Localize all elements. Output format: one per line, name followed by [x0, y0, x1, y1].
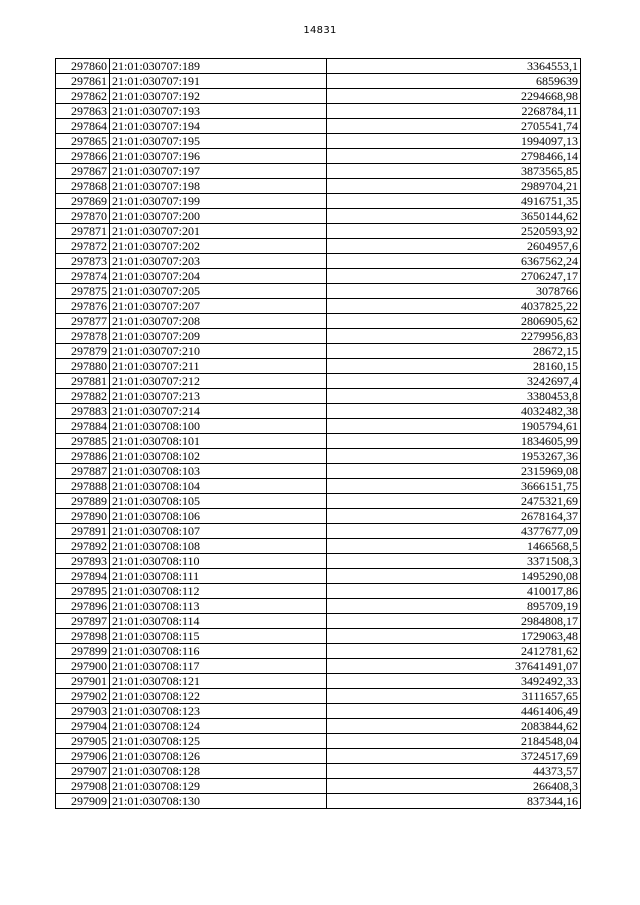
row-number-cell: 297892: [56, 539, 110, 554]
cadastral-value-cell: 895709,19: [327, 599, 581, 614]
row-number-cell: 297880: [56, 359, 110, 374]
cadastral-number-cell: 21:01:030708:112: [110, 584, 327, 599]
table-row: [56, 389, 581, 404]
cadastral-value-cell: 3380453,8: [327, 389, 581, 404]
table-row: [56, 104, 581, 119]
table-row: [56, 179, 581, 194]
row-number-cell: 297897: [56, 614, 110, 629]
cadastral-value-cell: 3242697,4: [327, 374, 581, 389]
row-number-cell: 297873: [56, 254, 110, 269]
row-number-cell: 297893: [56, 554, 110, 569]
row-number-cell: 297870: [56, 209, 110, 224]
cadastral-value-cell: 2279956,83: [327, 329, 581, 344]
table-row: [56, 284, 581, 299]
cadastral-number-cell: 21:01:030707:214: [110, 404, 327, 419]
cadastral-number-cell: 21:01:030707:213: [110, 389, 327, 404]
cadastral-number-cell: 21:01:030708:126: [110, 749, 327, 764]
cadastral-value-cell: 2083844,62: [327, 719, 581, 734]
cadastral-value-cell: 4037825,22: [327, 299, 581, 314]
table-row: [56, 404, 581, 419]
cadastral-number-cell: 21:01:030708:108: [110, 539, 327, 554]
cadastral-value-cell: 4032482,38: [327, 404, 581, 419]
cadastral-number-cell: 21:01:030708:114: [110, 614, 327, 629]
cadastral-value-cell: 2604957,6: [327, 239, 581, 254]
cadastral-number-cell: 21:01:030708:122: [110, 689, 327, 704]
cadastral-value-cell: 1994097,13: [327, 134, 581, 149]
row-number-cell: 297903: [56, 704, 110, 719]
cadastral-value-cell: 6367562,24: [327, 254, 581, 269]
cadastral-value-cell: 37641491,07: [327, 659, 581, 674]
row-number-cell: 297905: [56, 734, 110, 749]
cadastral-number-cell: 21:01:030707:201: [110, 224, 327, 239]
cadastral-value-cell: 3873565,85: [327, 164, 581, 179]
table-row: [56, 704, 581, 719]
row-number-cell: 297869: [56, 194, 110, 209]
cadastral-value-cell: 410017,86: [327, 584, 581, 599]
table-row: [56, 509, 581, 524]
cadastral-value-cell: 2315969,08: [327, 464, 581, 479]
row-number-cell: 297886: [56, 449, 110, 464]
cadastral-value-cell: 2520593,92: [327, 224, 581, 239]
cadastral-value-cell: 4916751,35: [327, 194, 581, 209]
cadastral-number-cell: 21:01:030708:107: [110, 524, 327, 539]
cadastral-number-cell: 21:01:030707:199: [110, 194, 327, 209]
row-number-cell: 297883: [56, 404, 110, 419]
cadastral-number-cell: 21:01:030708:130: [110, 794, 327, 809]
cadastral-value-cell: 28672,15: [327, 344, 581, 359]
row-number-cell: 297901: [56, 674, 110, 689]
table-row: [56, 719, 581, 734]
table-row: [56, 194, 581, 209]
table-row: [56, 689, 581, 704]
cadastral-value-cell: 2678164,37: [327, 509, 581, 524]
table-row: [56, 239, 581, 254]
cadastral-value-cell: 2989704,21: [327, 179, 581, 194]
cadastral-value-cell: 3724517,69: [327, 749, 581, 764]
cadastral-value-cell: 3650144,62: [327, 209, 581, 224]
cadastral-number-cell: 21:01:030708:103: [110, 464, 327, 479]
table-row: [56, 209, 581, 224]
table-row: [56, 794, 581, 809]
cadastral-number-cell: 21:01:030707:203: [110, 254, 327, 269]
table-row: [56, 659, 581, 674]
cadastral-number-cell: 21:01:030707:204: [110, 269, 327, 284]
cadastral-number-cell: 21:01:030707:195: [110, 134, 327, 149]
table-row: [56, 434, 581, 449]
row-number-cell: 297868: [56, 179, 110, 194]
cadastral-number-cell: 21:01:030707:192: [110, 89, 327, 104]
cadastral-number-cell: 21:01:030708:105: [110, 494, 327, 509]
cadastral-value-cell: 2184548,04: [327, 734, 581, 749]
table-row: [56, 524, 581, 539]
cadastral-number-cell: 21:01:030708:129: [110, 779, 327, 794]
cadastral-value-cell: 1466568,5: [327, 539, 581, 554]
row-number-cell: 297890: [56, 509, 110, 524]
cadastral-value-cell: 2268784,11: [327, 104, 581, 119]
cadastral-value-cell: 2706247,17: [327, 269, 581, 284]
table-row: [56, 674, 581, 689]
cadastral-number-cell: 21:01:030707:191: [110, 74, 327, 89]
table-row: [56, 134, 581, 149]
table-row: [56, 374, 581, 389]
table-row: [56, 554, 581, 569]
cadastral-number-cell: 21:01:030707:205: [110, 284, 327, 299]
row-number-cell: 297866: [56, 149, 110, 164]
row-number-cell: 297865: [56, 134, 110, 149]
cadastral-number-cell: 21:01:030708:124: [110, 719, 327, 734]
cadastral-number-cell: 21:01:030708:125: [110, 734, 327, 749]
cadastral-number-cell: 21:01:030707:193: [110, 104, 327, 119]
row-number-cell: 297863: [56, 104, 110, 119]
cadastral-number-cell: 21:01:030708:123: [110, 704, 327, 719]
cadastral-number-cell: 21:01:030708:113: [110, 599, 327, 614]
table-row: [56, 584, 581, 599]
table-row: [56, 464, 581, 479]
cadastral-number-cell: 21:01:030707:211: [110, 359, 327, 374]
table-row: [56, 539, 581, 554]
row-number-cell: 297860: [56, 59, 110, 74]
cadastral-value-cell: 1834605,99: [327, 434, 581, 449]
table-row: [56, 614, 581, 629]
cadastral-number-cell: 21:01:030707:197: [110, 164, 327, 179]
cadastral-number-cell: 21:01:030707:210: [110, 344, 327, 359]
row-number-cell: 297861: [56, 74, 110, 89]
table-row: [56, 749, 581, 764]
cadastral-value-cell: 837344,16: [327, 794, 581, 809]
table-row: [56, 314, 581, 329]
cadastral-value-cell: 2798466,14: [327, 149, 581, 164]
cadastral-value-cell: 1953267,36: [327, 449, 581, 464]
cadastral-value-cell: 4461406,49: [327, 704, 581, 719]
cadastral-number-cell: 21:01:030707:194: [110, 119, 327, 134]
cadastral-number-cell: 21:01:030708:111: [110, 569, 327, 584]
cadastral-value-cell: 2984808,17: [327, 614, 581, 629]
row-number-cell: 297874: [56, 269, 110, 284]
cadastral-number-cell: 21:01:030708:102: [110, 449, 327, 464]
cadastral-value-cell: 44373,57: [327, 764, 581, 779]
table-body: [56, 59, 581, 809]
table-row: [56, 164, 581, 179]
table-row: [56, 644, 581, 659]
cadastral-value-table: [55, 58, 581, 809]
cadastral-number-cell: 21:01:030707:209: [110, 329, 327, 344]
table-row: [56, 74, 581, 89]
row-number-cell: 297896: [56, 599, 110, 614]
cadastral-value-cell: 6859639: [327, 74, 581, 89]
row-number-cell: 297888: [56, 479, 110, 494]
cadastral-value-cell: 3364553,1: [327, 59, 581, 74]
cadastral-number-cell: 21:01:030708:110: [110, 554, 327, 569]
cadastral-number-cell: 21:01:030708:116: [110, 644, 327, 659]
row-number-cell: 297909: [56, 794, 110, 809]
row-number-cell: 297878: [56, 329, 110, 344]
table-row: [56, 254, 581, 269]
cadastral-value-cell: 2412781,62: [327, 644, 581, 659]
row-number-cell: 297864: [56, 119, 110, 134]
cadastral-value-cell: 2475321,69: [327, 494, 581, 509]
cadastral-value-cell: 2294668,98: [327, 89, 581, 104]
row-number-cell: 297876: [56, 299, 110, 314]
cadastral-value-cell: 2806905,62: [327, 314, 581, 329]
table-row: [56, 449, 581, 464]
cadastral-value-cell: 3371508,3: [327, 554, 581, 569]
cadastral-value-cell: 3111657,65: [327, 689, 581, 704]
row-number-cell: 297887: [56, 464, 110, 479]
row-number-cell: 297906: [56, 749, 110, 764]
cadastral-value-cell: 266408,3: [327, 779, 581, 794]
cadastral-value-cell: 1495290,08: [327, 569, 581, 584]
table-row: [56, 764, 581, 779]
cadastral-value-cell: 3492492,33: [327, 674, 581, 689]
cadastral-number-cell: 21:01:030707:200: [110, 209, 327, 224]
table-row: [56, 149, 581, 164]
table-row: [56, 59, 581, 74]
row-number-cell: 297894: [56, 569, 110, 584]
cadastral-value-cell: 2705541,74: [327, 119, 581, 134]
row-number-cell: 297902: [56, 689, 110, 704]
row-number-cell: 297904: [56, 719, 110, 734]
table-row: [56, 734, 581, 749]
row-number-cell: 297884: [56, 419, 110, 434]
cadastral-value-cell: 3666151,75: [327, 479, 581, 494]
table-row: [56, 344, 581, 359]
table-row: [56, 494, 581, 509]
cadastral-number-cell: 21:01:030707:212: [110, 374, 327, 389]
row-number-cell: 297899: [56, 644, 110, 659]
cadastral-number-cell: 21:01:030708:117: [110, 659, 327, 674]
cadastral-number-cell: 21:01:030708:106: [110, 509, 327, 524]
table-row: [56, 329, 581, 344]
table-row: [56, 359, 581, 374]
cadastral-value-cell: 1905794,61: [327, 419, 581, 434]
row-number-cell: 297908: [56, 779, 110, 794]
cadastral-number-cell: 21:01:030708:121: [110, 674, 327, 689]
table-row: [56, 299, 581, 314]
table-row: [56, 779, 581, 794]
cadastral-value-cell: 1729063,48: [327, 629, 581, 644]
row-number-cell: 297872: [56, 239, 110, 254]
row-number-cell: 297891: [56, 524, 110, 539]
cadastral-number-cell: 21:01:030708:100: [110, 419, 327, 434]
table-row: [56, 89, 581, 104]
cadastral-number-cell: 21:01:030707:208: [110, 314, 327, 329]
table-row: [56, 569, 581, 584]
cadastral-number-cell: 21:01:030707:196: [110, 149, 327, 164]
row-number-cell: 297877: [56, 314, 110, 329]
row-number-cell: 297862: [56, 89, 110, 104]
cadastral-number-cell: 21:01:030707:189: [110, 59, 327, 74]
row-number-cell: 297907: [56, 764, 110, 779]
table-row: [56, 269, 581, 284]
cadastral-value-cell: 3078766: [327, 284, 581, 299]
cadastral-value-cell: 4377677,09: [327, 524, 581, 539]
row-number-cell: 297867: [56, 164, 110, 179]
row-number-cell: 297889: [56, 494, 110, 509]
row-number-cell: 297895: [56, 584, 110, 599]
row-number-cell: 297879: [56, 344, 110, 359]
table-row: [56, 224, 581, 239]
row-number-cell: 297871: [56, 224, 110, 239]
row-number-cell: 297885: [56, 434, 110, 449]
cadastral-number-cell: 21:01:030707:207: [110, 299, 327, 314]
row-number-cell: 297898: [56, 629, 110, 644]
table-row: [56, 119, 581, 134]
cadastral-number-cell: 21:01:030708:128: [110, 764, 327, 779]
table-row: [56, 629, 581, 644]
row-number-cell: 297875: [56, 284, 110, 299]
cadastral-number-cell: 21:01:030708:104: [110, 479, 327, 494]
table-row: [56, 479, 581, 494]
row-number-cell: 297900: [56, 659, 110, 674]
table-row: [56, 599, 581, 614]
cadastral-number-cell: 21:01:030707:198: [110, 179, 327, 194]
cadastral-number-cell: 21:01:030708:115: [110, 629, 327, 644]
cadastral-number-cell: 21:01:030707:202: [110, 239, 327, 254]
row-number-cell: 297882: [56, 389, 110, 404]
cadastral-value-cell: 28160,15: [327, 359, 581, 374]
page-number: 14831: [303, 25, 337, 36]
row-number-cell: 297881: [56, 374, 110, 389]
cadastral-number-cell: 21:01:030708:101: [110, 434, 327, 449]
table-row: [56, 419, 581, 434]
